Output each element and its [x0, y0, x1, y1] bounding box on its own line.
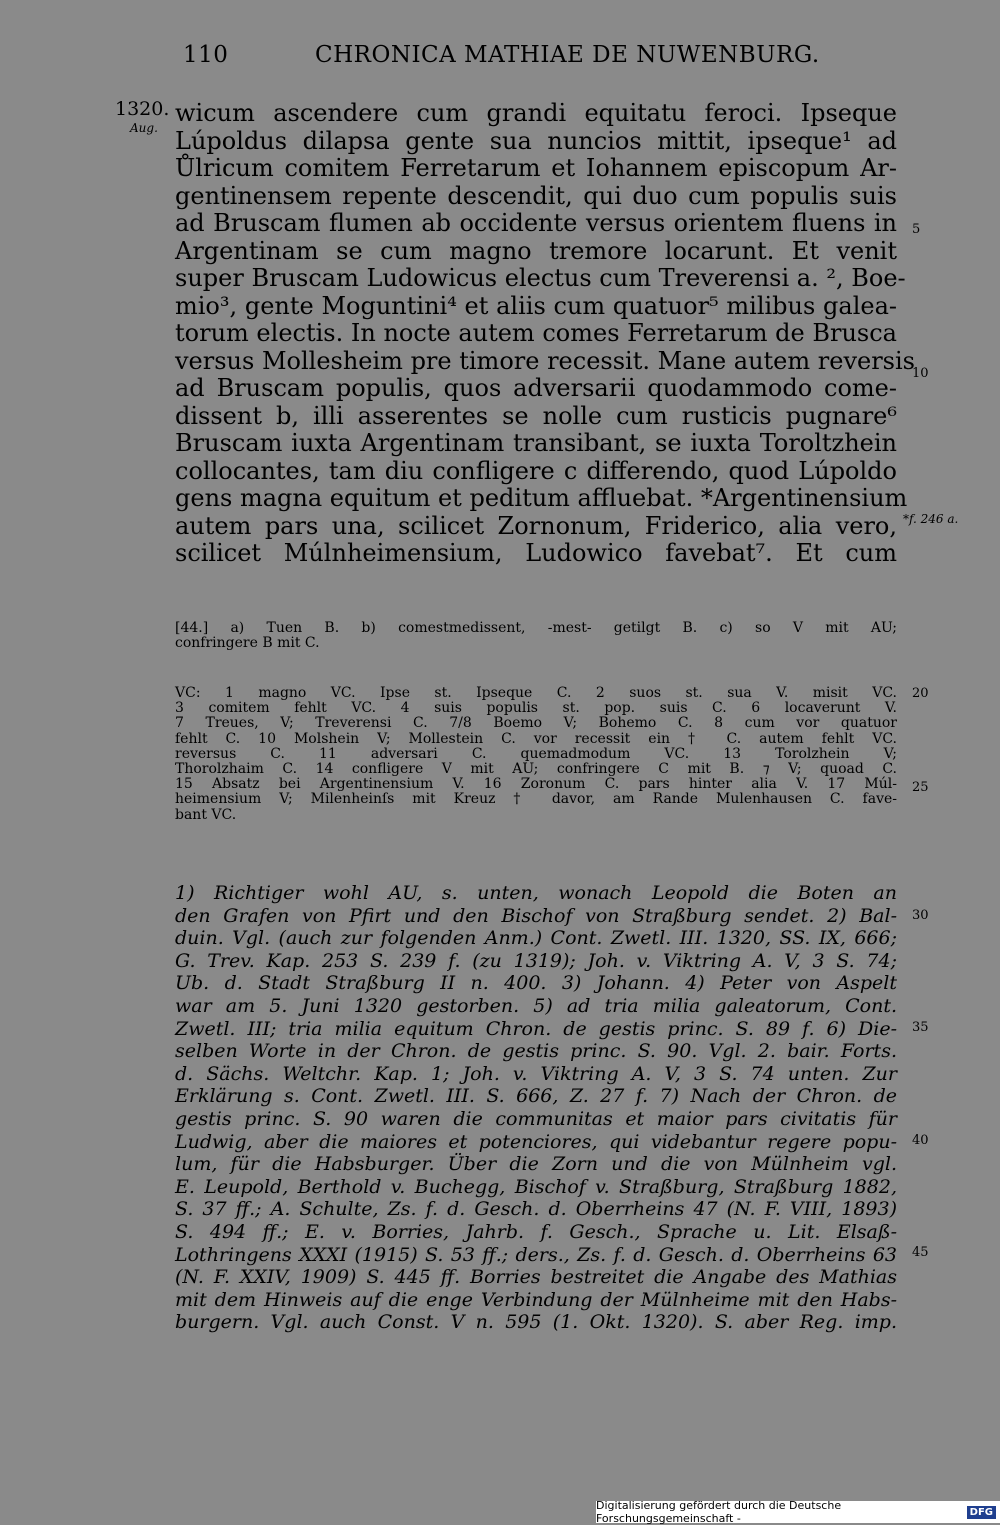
footnote-line: G. Trev. Kap. 253 S. 239 f. (zu 1319); Joh. v. Viktring A. V, 3 S. 74;	[175, 949, 897, 972]
text-line: ad Bruscam flumen ab occidente versus orientem fluens in	[175, 209, 897, 237]
footnote-line: den Grafen von Pfirt und den Bischof von Straßburg sendet. 2) Bal-	[175, 904, 897, 927]
footnote-line: S. 494 ff.; E. v. Borries, Jahrb. f. Gesch., Sprache u. Lit. Elsaß-	[175, 1220, 897, 1243]
running-title: CHRONICA MATHIAE DE NUWENBURG.	[315, 42, 820, 68]
text-line: gentinensem repente descendit, qui duo cum populis suis	[175, 181, 897, 210]
text-line: super Bruscam Ludowicus electus cum Treverensi a. ², Boe-	[175, 264, 906, 292]
line-number: 30	[912, 908, 929, 923]
footnote-line: (N. F. XXIV, 1909) S. 445 ff. Borries bestreitet die Angabe des Mathias	[175, 1266, 897, 1289]
note-line: reversus C. 11 adversari C. quemadmodum VC. 13 Torolzhein V;	[175, 745, 897, 762]
credit-text: Digitalisierung gefördert durch die Deutsche Forschungsgemeinschaft -	[596, 1499, 842, 1525]
margin-month: Aug.	[130, 121, 158, 135]
note-line: heimensium V; Milenheinſs mit Kreuz † davor, am Rande Mulenhausen C. fave-	[175, 791, 897, 808]
line-number: 10	[912, 366, 929, 381]
line-number: 45	[912, 1245, 929, 1260]
text-line: scilicet Múlnheimensium, Ludowico favebat⁷. Et cum	[175, 539, 897, 567]
note-line: bant VC.	[175, 806, 237, 823]
text-line: gens magna equitum et peditum affluebat. *Argentinensium	[175, 484, 908, 512]
line-number: 40	[912, 1133, 929, 1148]
text-line: ad Bruscam populis, quos adversarii quodammodo come-	[175, 374, 897, 402]
footnote-line: Ub. d. Stadt Straßburg II n. 400. 3) Johann. 4) Peter von Aspelt	[175, 972, 897, 995]
text-line: Argentinam se cum magno tremore locarunt. Et venit	[175, 236, 897, 265]
page-number: 110	[183, 42, 229, 68]
footnote-line: Lothringens XXXI (1915) S. 53 ff.; ders., Zs. f. d. Gesch. d. Oberrheins 63	[175, 1243, 897, 1266]
footnote-line: lum, für die Habsburger. Über die Zorn und die von Mülnheim vgl.	[175, 1153, 897, 1176]
footnote-line: mit dem Hinweis auf die enge Verbindung der Mülnheime mit den Habs-	[175, 1288, 897, 1311]
folio-marker: *f. 246 a.	[903, 512, 959, 526]
text-line: dissent b, illi asserentes se nolle cum rusticis pugnare⁶	[175, 401, 897, 430]
line-number: 5	[912, 222, 921, 237]
text-line: Lúpoldus dilapsa gente sua nuncios mittit, ipseque¹ ad	[175, 126, 897, 155]
text-line: Ůlricum comitem Ferretarum et Iohannem episcopum Ar-	[175, 154, 897, 182]
digitization-credit	[596, 1501, 1000, 1523]
text-line: Bruscam iuxta Argentinam transibant, se iuxta Toroltzhein	[175, 429, 897, 457]
variant-notes	[175, 685, 897, 822]
text-line: mio³, gente Moguntini⁴ et aliis cum quatuor⁵ milibus galea-	[175, 291, 897, 320]
note-line: Thorolzhaim C. 14 confligere V mit AU; confringere C mit B. ⁊ V; quoad C.	[175, 760, 897, 777]
text-line: autem pars una, scilicet Zornonum, Friderico, alia vero,	[175, 511, 897, 540]
footnote-line: d. Sächs. Weltchr. Kap. 1; Joh. v. Viktring A. V, 3 S. 74 unten. Zur	[175, 1062, 897, 1085]
footnote-line: selben Worte in der Chron. de gestis princ. S. 90. Vgl. 2. bair. Forts.	[175, 1040, 897, 1063]
line-number: 25	[912, 780, 929, 795]
note-line: confringere B mit C.	[175, 635, 320, 652]
footnote-line: duin. Vgl. (auch zur folgenden Anm.) Cont. Zwetl. III. 1320, SS. IX, 666;	[175, 927, 897, 950]
footnote-line: Erklärung s. Cont. Zwetl. III. S. 666, Z. 27 f. 7) Nach der Chron. de	[175, 1085, 897, 1108]
footnote-line: gestis princ. S. 90 waren die communitas et maior pars civitatis für	[175, 1107, 897, 1130]
note-line: 3 comitem fehlt VC. 4 suis populis st. pop. suis C. 6 locaverunt V.	[175, 700, 897, 717]
note-line: fehlt C. 10 Molshein V; Mollestein C. vor recessit ein † C. autem fehlt VC.	[175, 730, 897, 747]
footnote-line: war am 5. Juni 1320 gestorben. 5) ad tria milia galeatorum, Cont.	[175, 994, 897, 1017]
footnote-line: 1) Richtiger wohl AU, s. unten, wonach Leopold die Boten an	[175, 882, 897, 904]
dfg-logo: DFG	[967, 1506, 996, 1519]
text-line: collocantes, tam diu confligere c differendo, quod Lúpoldo	[175, 456, 897, 485]
text-line: wicum ascendere cum grandi equitatu feroci. Ipseque	[175, 99, 897, 127]
footnote-line: Ludwig, aber die maiores et potenciores, qui videbantur regere popu-	[175, 1130, 897, 1153]
text-line: versus Mollesheim pre timore recessit. Mane autem reversis	[175, 346, 915, 375]
footnotes	[175, 882, 897, 1334]
text-line: torum electis. In nocte autem comes Ferretarum de Brusca	[175, 319, 897, 347]
line-number: 35	[912, 1020, 929, 1035]
text-critical-notes	[175, 620, 897, 650]
main-text	[175, 99, 915, 568]
note-line: VC: 1 magno VC. Ipse st. Ipseque C. 2 suos st. sua V. misit VC.	[175, 685, 897, 701]
footnote-line: E. Leupold, Berthold v. Buchegg, Bischof v. Straßburg, Straßburg 1882,	[175, 1175, 897, 1198]
margin-year: 1320.	[115, 98, 170, 120]
line-number: 20	[912, 686, 929, 701]
note-line: 15 Absatz bei Argentinensium V. 16 Zoronum C. pars hinter alia V. 17 Múl-	[175, 776, 897, 793]
note-line: [44.] a) Tuen B. b) comestmedissent, -mest- getilgt B. c) so V mit AU;	[175, 620, 897, 636]
note-line: 7 Treues, V; Treverensi C. 7/8 Boemo V; Bohemo C. 8 cum vor quatuor	[175, 715, 897, 732]
footnote-line: Zwetl. III; tria milia equitum Chron. de gestis princ. S. 89 f. 6) Die-	[175, 1017, 897, 1040]
footnote-line: S. 37 ff.; A. Schulte, Zs. f. d. Gesch. d. Oberrheins 47 (N. F. VIII, 1893)	[175, 1198, 897, 1221]
footnote-line: burgern. Vgl. auch Const. V n. 595 (1. Okt. 1320). S. aber Reg. imp.	[175, 1311, 897, 1334]
